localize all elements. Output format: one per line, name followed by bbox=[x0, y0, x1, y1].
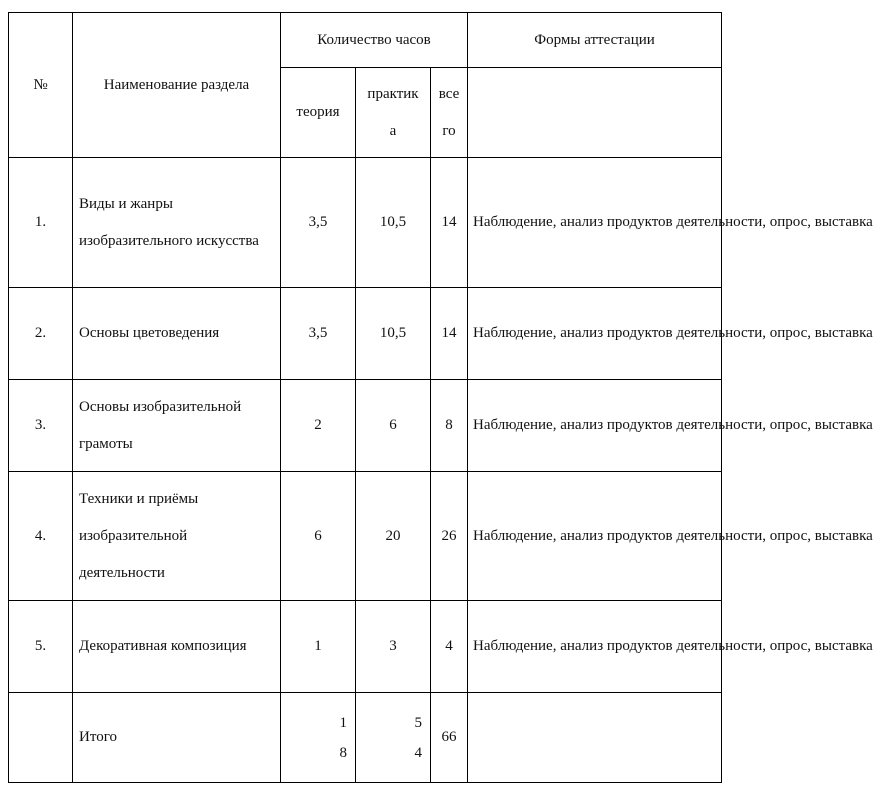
row-practice: 20 bbox=[356, 472, 431, 601]
header-forms-empty bbox=[468, 68, 722, 158]
row-form bbox=[468, 472, 873, 601]
total-form-empty bbox=[468, 693, 722, 783]
total-practice bbox=[356, 693, 431, 783]
header-practice-line1: практик bbox=[367, 85, 419, 102]
row-practice: 10,5 bbox=[356, 158, 431, 288]
row-name: Основы изобразительной грамоты bbox=[73, 380, 281, 472]
row-total: 4 bbox=[431, 601, 468, 693]
total-theory-line2: 8 bbox=[339, 744, 347, 761]
row-form-text: Наблюдение, анализ продуктов деятельности, опрос, выставка bbox=[473, 214, 873, 230]
row-theory: 1 bbox=[281, 601, 356, 693]
row-form-text: Наблюдение, анализ продуктов деятельности, опрос, выставка bbox=[473, 417, 873, 433]
row-num: 2. bbox=[9, 288, 73, 380]
total-num-empty bbox=[9, 693, 73, 783]
row-total: 14 bbox=[431, 288, 468, 380]
row-practice: 10,5 bbox=[356, 288, 431, 380]
row-form bbox=[468, 158, 873, 288]
row-total: 8 bbox=[431, 380, 468, 472]
row-theory: 3,5 bbox=[281, 288, 356, 380]
header-row-top bbox=[9, 13, 722, 68]
row-name: Виды и жанры изобразительного искусства bbox=[73, 158, 281, 288]
table-row bbox=[9, 601, 722, 693]
total-row bbox=[9, 693, 722, 783]
header-total bbox=[431, 68, 468, 158]
row-num: 1. bbox=[9, 158, 73, 288]
row-practice: 3 bbox=[356, 601, 431, 693]
table-row bbox=[9, 158, 722, 288]
row-theory: 3,5 bbox=[281, 158, 356, 288]
row-form bbox=[468, 380, 873, 472]
row-name: Декоративная композиция bbox=[73, 601, 281, 693]
header-forms: Формы аттестации bbox=[468, 13, 722, 68]
header-practice-line2: а bbox=[389, 122, 397, 139]
total-practice-line1: 5 bbox=[414, 714, 422, 731]
row-form-text: Наблюдение, анализ продуктов деятельности, опрос, выставка bbox=[473, 638, 873, 654]
row-form bbox=[468, 288, 873, 380]
table-row bbox=[9, 472, 722, 601]
row-total: 14 bbox=[431, 158, 468, 288]
row-theory: 6 bbox=[281, 472, 356, 601]
row-theory: 2 bbox=[281, 380, 356, 472]
row-num: 5. bbox=[9, 601, 73, 693]
header-num: № bbox=[9, 13, 73, 158]
header-total-line1: все bbox=[438, 85, 460, 102]
total-label: Итого bbox=[73, 693, 281, 783]
total-hours: 66 bbox=[431, 693, 468, 783]
row-name: Основы цветоведения bbox=[73, 288, 281, 380]
total-practice-line2: 4 bbox=[414, 744, 422, 761]
row-total: 26 bbox=[431, 472, 468, 601]
row-form bbox=[468, 601, 873, 693]
total-theory bbox=[281, 693, 356, 783]
table-row bbox=[9, 288, 722, 380]
header-total-line2: го bbox=[442, 122, 456, 139]
header-practice bbox=[356, 68, 431, 158]
header-name: Наименование раздела bbox=[73, 13, 281, 158]
hours-table bbox=[8, 12, 873, 783]
row-num: 3. bbox=[9, 380, 73, 472]
header-theory: теория bbox=[281, 68, 356, 158]
total-theory-line1: 1 bbox=[339, 714, 347, 731]
row-num: 4. bbox=[9, 472, 73, 601]
table-row bbox=[9, 380, 722, 472]
row-practice: 6 bbox=[356, 380, 431, 472]
header-hours: Количество часов bbox=[281, 13, 468, 68]
row-name: Техники и приёмы изобразительной деятельности bbox=[73, 472, 281, 601]
row-form-text: Наблюдение, анализ продуктов деятельности, опрос, выставка bbox=[473, 527, 873, 544]
row-form-text: Наблюдение, анализ продуктов деятельности, опрос, выставка bbox=[473, 325, 873, 341]
